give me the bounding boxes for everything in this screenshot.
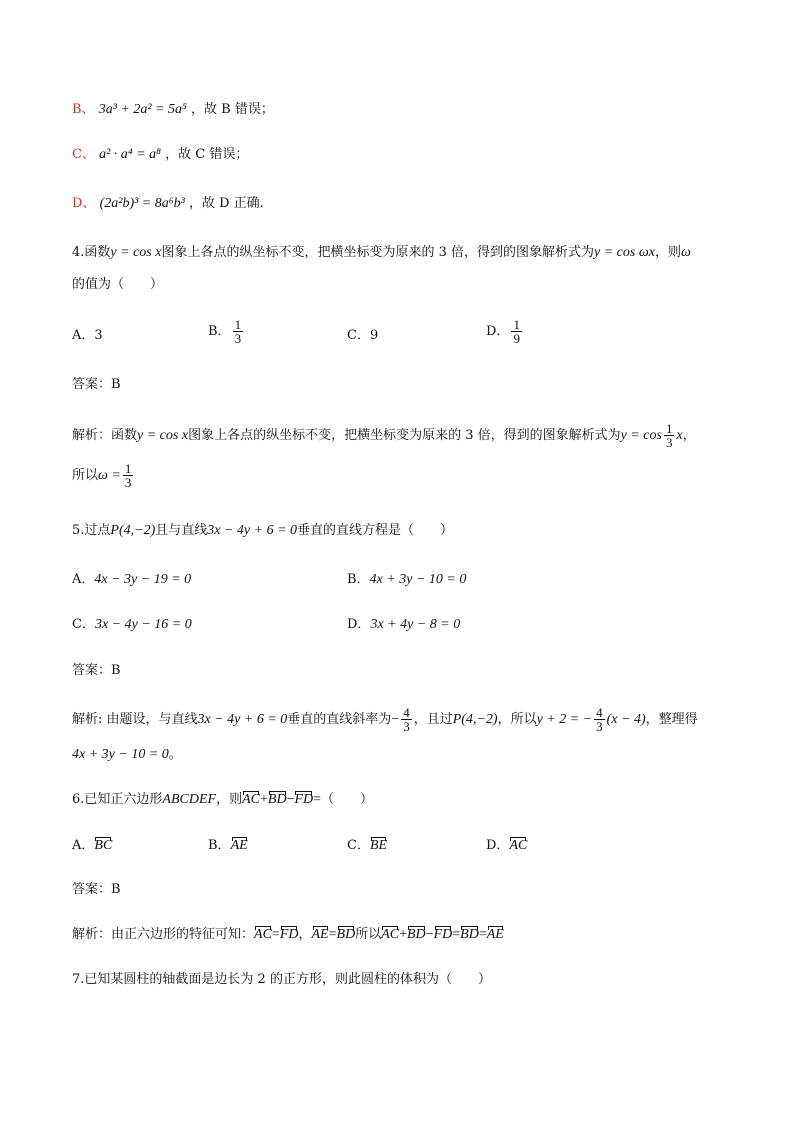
- q3-option-b: B、 3a³ + 2a² = 5a⁵ ，故 B 错误；: [72, 102, 274, 117]
- q5-analysis-line1: 解析: 由题设，与直线3x − 4y + 6 = 0垂直的直线斜率为− $\frac{4}{3}$ ，且过P(4,−2)，所以y + 2 = − $\frac{4}{3}$ (x − 4)，整理得: [72, 705, 698, 734]
- q4-analysis-line2: 所以ω = $\frac{1}{3}$: [72, 461, 132, 490]
- q4-answer: 答案：B: [72, 377, 121, 392]
- fraction: $\frac{4}{3}$: [403, 705, 410, 734]
- fraction: $\frac{1}{3}$: [234, 317, 242, 346]
- q5-option-c: C．3x − 4y − 16 = 0: [72, 617, 192, 632]
- q4-option-c: C．9: [347, 328, 379, 343]
- vector-fd: FD: [294, 790, 313, 810]
- q5-answer: 答案：B: [72, 663, 121, 678]
- q5-option-b: B．4x + 3y − 10 = 0: [347, 572, 467, 587]
- q4-stem-line1: 4.函数y = cos x图象上各点的纵坐标不变，把横坐标变为原来的 3 倍，得到的图象解析式为y = cos ωx，则ω: [72, 245, 691, 260]
- q3-d-formula: (2a²b)³ = 8a⁶b³: [99, 196, 185, 211]
- q3-c-formula: a² · a⁴ = a⁸: [99, 147, 161, 162]
- q6-option-d: D．AC: [486, 836, 527, 856]
- fraction: $\frac{1}{3}$: [124, 461, 132, 490]
- q4-analysis-line1: 解析：函数y = cos x图象上各点的纵坐标不变，把横坐标变为原来的 3 倍，得到的图象解析式为y = cos $\frac{1}{3}$ x，: [72, 421, 696, 450]
- q3-option-c: C、 a² · a⁴ = a⁸ ，故 C 错误；: [72, 147, 249, 162]
- fraction: $\frac{4}{3}$: [596, 705, 603, 734]
- q7-stem: 7.已知某圆柱的轴截面是边长为 2 的正方形，则此圆柱的体积为（ ）: [72, 972, 491, 987]
- q6-analysis: 解析：由正六边形的特征可知：AC=FD，AE=BD所以AC+BD−FD=BD=AE: [72, 925, 504, 945]
- fraction: $\frac{1}{9}$: [513, 317, 520, 346]
- q4-option-a: A．3: [72, 328, 103, 343]
- q5-option-a: A．4x − 3y − 19 = 0: [72, 572, 192, 587]
- q6-option-c: C．BE: [347, 836, 387, 856]
- q6-option-b: B．AE: [208, 836, 248, 856]
- q6-stem: 6.已知正六边形ABCDEF，则AC+BD−FD=（ ）: [72, 790, 373, 810]
- q3-option-d: D、 (2a²b)³ = 8a⁶b³ ，故 D 正确.: [72, 196, 264, 211]
- q4-option-d: D． $\frac{1}{9}$: [486, 317, 520, 346]
- vector-bd: BD: [268, 790, 287, 810]
- q6-answer: 答案：B: [72, 882, 121, 897]
- q4-stem-line2: 的值为（ ）: [72, 277, 164, 292]
- q5-option-d: D．3x + 4y − 8 = 0: [347, 617, 461, 632]
- fraction: $\frac{1}{3}$: [665, 421, 673, 450]
- q6-option-a: A．BC: [72, 836, 112, 856]
- vector-ac: AC: [242, 790, 260, 810]
- q4-option-b: B． $\frac{1}{3}$: [208, 317, 242, 346]
- q3-b-formula: 3a³ + 2a² = 5a⁵: [98, 102, 187, 117]
- q5-analysis-line2: 4x + 3y − 10 = 0。: [72, 747, 182, 762]
- q5-stem: 5.过点P(4,−2)且与直线3x − 4y + 6 = 0垂直的直线方程是（ ）: [72, 523, 454, 538]
